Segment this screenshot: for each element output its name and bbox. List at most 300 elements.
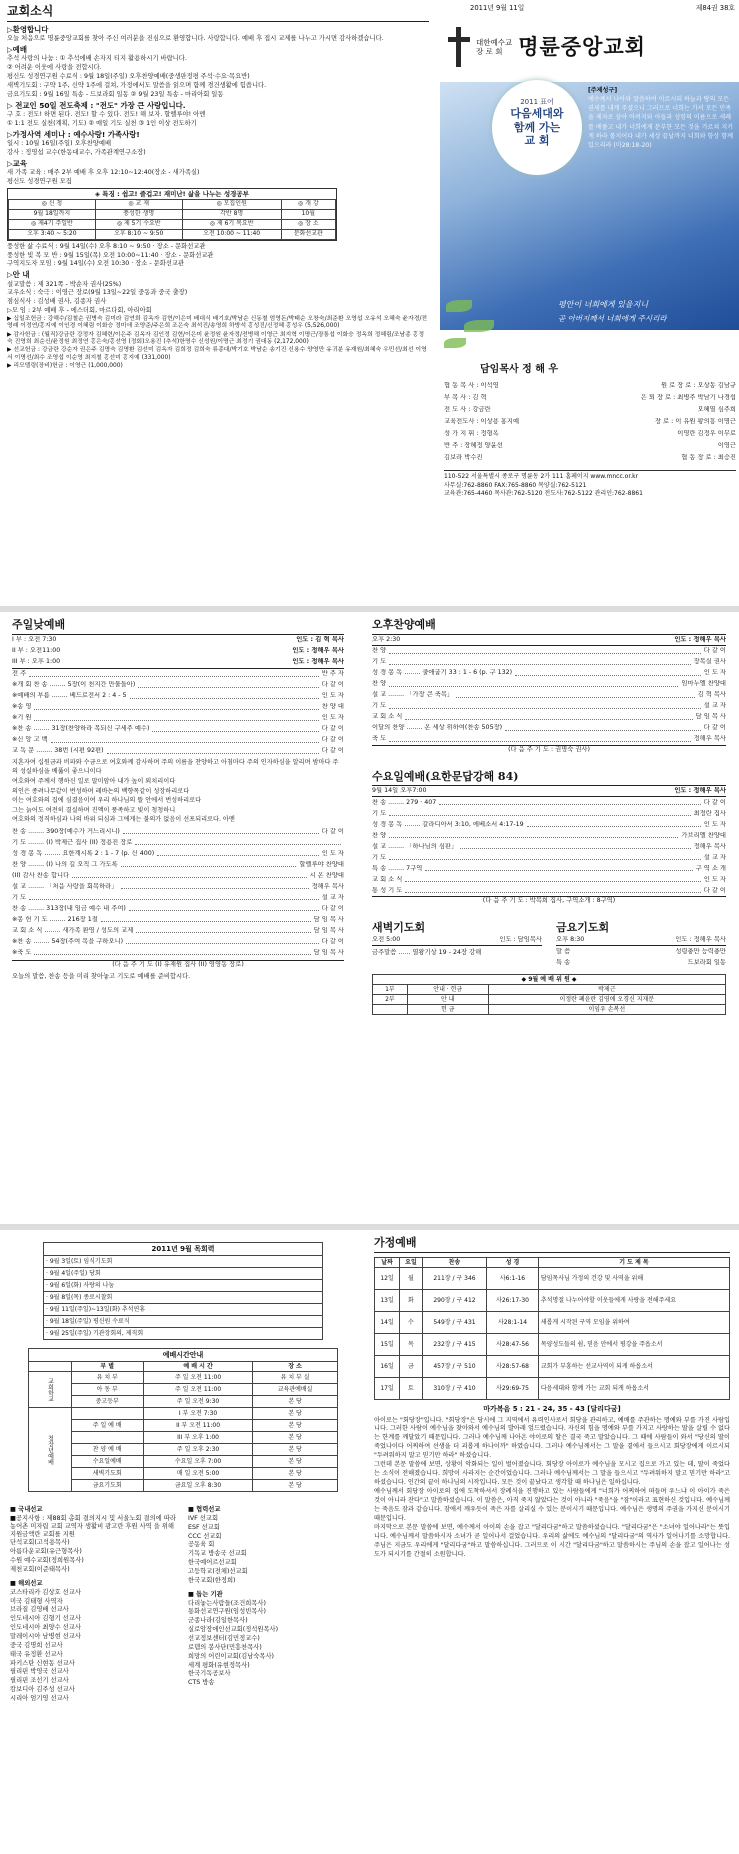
dawn-prayer-text: 금주말씀 ...... 열왕기상 19 - 24장 강해	[372, 948, 482, 956]
table-cell: 14일	[375, 1311, 400, 1333]
domestic-mission-list	[10, 1515, 180, 1574]
wednesday-leader: 인도 : 정해우 목사	[674, 787, 726, 795]
order-row	[12, 936, 344, 947]
table-cell: 월	[400, 1267, 423, 1289]
order-item: 기 도 ........ (I) 박제근 집사 (II) 정용진 장로	[12, 838, 133, 846]
table-cell: 금요일 오후 8:30	[143, 1480, 252, 1492]
calendar-row	[44, 1304, 323, 1316]
table-cell: 문화선교관	[281, 229, 335, 239]
table-cell: 본 당	[253, 1444, 338, 1456]
order-item: 성 경 봉 독 ........ 갈라디아서 3:10, 에베소서 4:17-19	[372, 820, 524, 828]
church-masthead	[446, 18, 736, 76]
friday-prayer-block	[556, 921, 726, 968]
table-cell: 수요일 오후 7:00	[143, 1456, 252, 1468]
table-cell: ◎ 장 소	[281, 219, 335, 229]
september-servers-table	[372, 974, 726, 1015]
staff-right: 이영란 김정우 이무로	[677, 430, 736, 438]
order-row	[12, 680, 344, 691]
table-cell: 사28:1-14	[487, 1311, 539, 1333]
table-cell: 본 당	[253, 1432, 338, 1444]
table-cell: 아 동 부	[71, 1384, 143, 1396]
table-cell: 안내 · 헌금	[407, 984, 488, 994]
dot-leader	[505, 726, 701, 731]
notice-heading: ▷안 내	[7, 270, 30, 280]
service-time: I 부 : 오전 7:30	[12, 636, 57, 644]
calendar-item: · 9월 4일(주일) 당회	[44, 1268, 323, 1280]
phone-line: 사무실:762-8860 FAX:765-8860 목양실:762-5121	[444, 481, 587, 489]
order-person: 가브리엘 찬양대	[681, 831, 726, 839]
staff-right: 은 퇴 장 로 : 최병주 박남기 나경섭	[640, 394, 736, 402]
order-row	[12, 669, 344, 680]
notice-line: 구역지도자 모임 : 9월 14일(수) 오전 10:30 · 장소 - 문화선교관	[7, 260, 185, 268]
table-cell: 12일	[375, 1267, 400, 1289]
wednesday-next-prayer: (다 음 주 기 도 : 박복희 집사, 구역소개 : 8구역)	[372, 896, 726, 905]
table-cell	[373, 1004, 408, 1014]
partner-mission-heading: ■ 협력선교	[188, 1506, 221, 1513]
table-cell: 수	[400, 1311, 423, 1333]
table-cell: 수요일예배	[71, 1456, 143, 1468]
dot-leader	[405, 888, 700, 893]
order-person: 정해우 목사	[311, 882, 344, 890]
servers-table-title: ◆ 9월 예 배 위 원 ◆	[373, 974, 726, 984]
order-person: 시 온 찬양대	[309, 871, 344, 879]
order-item: ※봉 헌 기 도 ........ 216장 1절	[12, 915, 98, 923]
table-cell: 금	[400, 1355, 423, 1377]
service-leader: 인도 : 김 혁 목사	[296, 636, 344, 644]
table-cell: 사29:69-75	[487, 1377, 539, 1399]
order-row	[372, 723, 726, 734]
cover-phrase-2: 곧 아버지께서 너희에게 주시리라	[558, 314, 667, 323]
notice-line: 금요기도회 : 9월 16일 특송 - 드보라회 일동 ② 9월 23일 특송 - 마리아회 일동	[7, 90, 224, 98]
sunday-order-list-2	[12, 826, 344, 958]
staff-row	[444, 452, 736, 464]
table-cell: 16일	[375, 1355, 400, 1377]
order-item: 찬 송 ........ 390장(예수가 거느리시니)	[12, 827, 120, 835]
order-item: 교 회 소 식	[372, 875, 403, 883]
table-cell: ◎ 신 청	[9, 199, 96, 209]
theme-verse-heading: [주제성구]	[588, 87, 618, 94]
friday-item: 말 씀	[556, 947, 571, 955]
friday-row	[556, 946, 726, 957]
table-cell: 유 치 부 실	[253, 1372, 338, 1384]
family-row	[375, 1311, 730, 1333]
cover-phrase-1: 평안이 너희에게 있을지니	[558, 300, 649, 309]
dot-leader	[130, 694, 319, 699]
offering-line: ▶ 리모델링(장비)헌금 : 이영근 (1,000,000)	[7, 363, 123, 370]
order-person: 다 같 이	[703, 647, 726, 655]
dawn-time-value: 오전 5:00	[372, 936, 401, 944]
dot-leader	[389, 704, 701, 709]
table-cell: 2부	[373, 994, 408, 1004]
order-item: 교 독 문 ........ 38번 (시편 92편)	[12, 747, 104, 755]
mission-item: 고등학교(전체)선교회	[188, 1568, 248, 1576]
order-person: 다 같 이	[321, 904, 344, 912]
calendar-item: · 9월 6일(화) 사랑의 나눔	[44, 1280, 323, 1292]
order-item: 설 교 ........ 「하나님의 심판」	[372, 842, 458, 850]
family-head-cell: 요일	[400, 1257, 423, 1267]
dot-leader	[389, 660, 690, 665]
service-time-row	[12, 635, 344, 646]
order-row	[372, 712, 726, 723]
order-row	[372, 852, 726, 863]
table-cell: 본 당	[253, 1408, 338, 1420]
order-person: 설 교 자	[321, 893, 344, 901]
seminar-heading: ▷가정사역 세미나 : 예수사랑! 가족사랑!	[7, 129, 140, 139]
friday-prayer-details	[556, 946, 726, 968]
mission-left	[10, 1506, 180, 1704]
table-cell: III 부 오후 1:00	[143, 1432, 252, 1444]
afternoon-next-prayer: (다 음 주 기 도 : 권명숙 권사)	[372, 745, 726, 754]
schedule-title: 예배시간안내	[29, 1349, 338, 1362]
table-cell: 목	[400, 1333, 423, 1355]
order-item: 찬 양	[372, 680, 387, 688]
table-cell: 박제근	[488, 984, 725, 994]
table-cell: 새롭게 시작된 구역 모임을 위하여	[538, 1311, 729, 1333]
table-cell: 이정란 폐윤란 김영애 오경신 지재분	[488, 994, 725, 1004]
mission-item: 한국예어르선교회	[188, 1559, 237, 1567]
notice-line: ▷모 임 : 2부 예배 후 - 에스더회, 마르다회, 아리아회	[7, 307, 152, 315]
table-cell: 17일	[375, 1377, 400, 1399]
mission-item: 수원 예수교회(정희원목사)	[10, 1557, 84, 1565]
dot-leader	[29, 895, 319, 900]
bible-study-box	[7, 188, 337, 241]
partner-mission-list	[188, 1515, 353, 1585]
order-item: 축 도	[372, 735, 387, 743]
schedule-row	[29, 1372, 338, 1384]
mission-item: 군종나라(김일한목사)	[188, 1617, 248, 1625]
friday-value: 성령충만 능력충만	[675, 947, 726, 955]
table-cell: 사28:47-56	[487, 1333, 539, 1355]
order-row	[12, 947, 344, 958]
mission-item: 브라질 김영배 선교사	[10, 1606, 69, 1614]
family-worship-table	[374, 1257, 730, 1400]
mission-item: ESF 선교회	[188, 1523, 220, 1531]
schedule-row	[29, 1468, 338, 1480]
worship-notices	[7, 55, 429, 98]
sunday-worship-column	[8, 612, 348, 1224]
order-row	[372, 819, 726, 830]
afternoon-order-list	[372, 646, 726, 745]
order-item: 이달의 찬양 ........ 온 세상 위하여(찬송 505장)	[372, 724, 503, 732]
order-person: 다 같 이	[703, 886, 726, 894]
staff-right: 장 로 : 이 유원 황의흥 이명근	[654, 418, 736, 426]
dot-leader	[135, 840, 341, 845]
offering-line: ▶ 십일조헌금 : 강해수/김철순 권병숙 김미라 김연희 김옥자 김현/이은미 배대식 배기호/박남순 신동철 엄영돈/박태순 오창숙/최준환 오영섭 오유석 오혜숙 윤자경/전영래 이정연/홍지예 이인경 이혜림 이화승 정미애 조양준/주은희 조은숙 최석진/송영희 하방석 홍성진/신정혜 홍성우 (5,526,000)	[7, 315, 428, 330]
friday-prayer-title: 금요기도회	[556, 921, 610, 935]
order-row	[372, 701, 726, 712]
schedule-group: 교회학교	[29, 1372, 72, 1408]
order-person: 담 임 목 사	[313, 948, 344, 956]
order-row	[372, 690, 726, 701]
table-cell: 310장 / 구 410	[422, 1377, 486, 1399]
table-cell: 사26:17-30	[487, 1289, 539, 1311]
mission-item: 인도네시아 김형기 선교사	[10, 1615, 81, 1623]
dot-leader	[51, 738, 319, 743]
table-cell: 유 치 부	[71, 1372, 143, 1384]
order-row	[372, 808, 726, 819]
calendar-item: · 9월 11일(주일)~13일(화) 추석연휴	[44, 1304, 323, 1316]
order-row	[12, 691, 344, 702]
service-schedule-table	[28, 1348, 338, 1492]
table-cell: 232장 / 구 415	[422, 1333, 486, 1355]
mission-item: IVF 선교회	[188, 1514, 219, 1522]
dot-leader	[101, 917, 311, 922]
order-item: ※예배의 부름 ........ 베드로전서 2 : 4 - 5	[12, 692, 127, 700]
dot-leader	[29, 672, 319, 677]
wednesday-worship-title: 수요일예배(요한문답강해 84)	[372, 770, 726, 787]
order-row	[12, 724, 344, 735]
table-cell: ◎ 교 재	[95, 199, 182, 209]
order-row	[12, 702, 344, 713]
order-person: 인 도 자	[321, 849, 344, 857]
order-person: 다 같 이	[321, 681, 344, 689]
servers-row	[373, 1004, 726, 1014]
dot-leader	[129, 906, 319, 911]
dawn-prayer-title: 새벽기도회	[372, 921, 426, 935]
mission-item: 공동육 회	[188, 1541, 215, 1549]
mission-item: 세계 평화(유현정목사)	[188, 1661, 250, 1669]
notice-line: 새 가족 교육 : 매주 2부 예배 후 오후 12:10~12:40(장소 - 새가족실)	[7, 168, 200, 176]
overseas-mission-heading: ■ 해외선교	[10, 1579, 43, 1587]
mission-item: 단석교회(고석용목사)	[10, 1539, 70, 1547]
family-head-cell: 날짜	[375, 1257, 400, 1267]
dot-leader	[425, 866, 692, 871]
bulletin-front-sheet	[0, 0, 739, 606]
order-item: 교 회 소 식 ........ 새가족 환영 / 성도의 교제	[12, 926, 134, 934]
staff-left: 김보라 박수진	[444, 454, 483, 462]
schedule-row	[29, 1480, 338, 1492]
church-news-title: 교회소식	[7, 4, 429, 22]
mission-item: 인도네시아 최양수 선교사	[10, 1624, 81, 1632]
afternoon-worship-title: 오후찬양예배	[372, 618, 726, 635]
table-cell: ◎ 제4기 주일반	[9, 219, 96, 229]
dot-leader	[456, 693, 694, 698]
schedule-row	[29, 1456, 338, 1468]
motto-year: 2011 표어	[520, 98, 554, 106]
welcome-text: 오늘 처음으로 명륜중앙교회를 찾아 주신 여러분을 진심으로 환영합니다. 사랑합니다. 예배 후 접시 교제를 나누고 가시면 감사하겠습니다.	[7, 35, 384, 43]
mission-lists	[10, 1506, 356, 1704]
order-person: 담 임 목 사	[695, 713, 726, 721]
staff-left: 부 목 사 : 김 혁	[444, 394, 487, 402]
dawn-prayer-block	[372, 921, 542, 968]
staff-row	[444, 440, 736, 452]
friday-value: 드보라회 일동	[687, 958, 726, 966]
service-leader: 인도 : 정해우 목사	[292, 647, 344, 655]
table-cell: 본 당	[253, 1480, 338, 1492]
staff-right: 이영근	[717, 442, 736, 450]
table-cell	[71, 1432, 143, 1444]
table-cell: 본 당	[253, 1468, 338, 1480]
order-row	[372, 668, 726, 679]
afternoon-wednesday-column	[368, 612, 730, 1224]
mission-item: 다리놓는사람들(조건희목사)	[188, 1599, 266, 1607]
mission-item: 한국교회(한정희)	[188, 1576, 236, 1584]
order-row	[12, 914, 344, 925]
order-item: 성 경 봉 독 ........ 출애굽기 33 : 1 - 6 (p. 구 132)	[372, 669, 513, 677]
notice-line: 설교말씀 : 제 321쪽 - 박순자 권사(25%)	[7, 280, 122, 288]
notice-line: ② 어려운 이웃에 사랑을 전합시다.	[7, 64, 102, 72]
order-person: 담 임 목 사	[313, 915, 344, 923]
mission-item: CCC 선교회	[188, 1532, 222, 1540]
order-item: 찬 양	[372, 647, 387, 655]
wednesday-time-value: 9월 14일 오후7:00	[372, 787, 427, 795]
calendar-row	[44, 1256, 323, 1268]
cross-icon	[446, 25, 472, 69]
table-cell: 헌 금	[407, 1004, 488, 1014]
motto-line1: 다음세대와	[510, 106, 564, 120]
table-cell: 13일	[375, 1289, 400, 1311]
order-row	[12, 713, 344, 724]
order-row	[372, 841, 726, 852]
staff-row	[444, 428, 736, 440]
bible-study-table	[8, 199, 336, 240]
order-person: 다 같 이	[321, 747, 344, 755]
service-leader: 인도 : 정해우 목사	[292, 658, 344, 666]
order-item: ※신 앙 고 백	[12, 736, 48, 744]
order-person: 다 같 이	[321, 827, 344, 835]
order-row	[12, 746, 344, 757]
order-person: 담 임 목 사	[313, 926, 344, 934]
staff-right: 원 로 장 로 : 오상동 김남규	[661, 382, 736, 390]
service-time: III 부 : 오후 1:00	[12, 658, 61, 666]
order-person: 찬 양 대	[321, 703, 344, 711]
table-cell	[71, 1408, 143, 1420]
family-row	[375, 1289, 730, 1311]
sunday-order-list	[12, 669, 344, 757]
order-item: 교 회 소 식	[372, 713, 403, 721]
friday-leader: 인도 : 정해우 목사	[675, 936, 726, 944]
mission-item: 캄보디아 김주성 선교사	[10, 1686, 75, 1694]
pastoral-calendar	[43, 1242, 323, 1340]
notice-line: 풍성한 빛 복 모 반 : 9월 15일(목) 오전 10:00~11:40 · 장소 - 문화선교관	[7, 251, 214, 259]
friday-prayer-time	[556, 935, 726, 946]
table-cell: 교육관예배실	[253, 1384, 338, 1396]
table-cell: 매 일 오전 5:00	[143, 1468, 252, 1480]
order-person: 설 교 자	[703, 702, 726, 710]
order-item: ※기 원	[12, 714, 32, 722]
bible-study-title: ◈ 특징 : 쉽고! 즐겁고! 재미난! 삶을 나누는 성경공부	[95, 189, 249, 198]
dot-leader	[527, 822, 701, 827]
table-cell: 사28:57-68	[487, 1355, 539, 1377]
order-item: 특 송 ........ 7구역	[372, 864, 423, 872]
welcome-heading: ▷환영합니다	[7, 25, 49, 34]
mission-item: 선교정보센터(김민정교수)	[188, 1635, 260, 1643]
calendar-row	[44, 1292, 323, 1304]
order-person: 인 도 자	[703, 875, 726, 883]
afternoon-leader: 인도 : 정해우 목사	[674, 635, 726, 643]
friday-row	[556, 957, 726, 968]
dot-leader	[152, 727, 318, 732]
order-person: 인 도 자	[703, 669, 726, 677]
dot-leader	[121, 884, 309, 889]
domestic-mission-heading: ■ 국내선교	[10, 1506, 43, 1513]
table-cell: II 부 오전 11:00	[143, 1420, 252, 1432]
order-row	[12, 837, 344, 848]
staff-row	[444, 416, 736, 428]
table-cell: 사6:1-16	[487, 1267, 539, 1289]
order-row	[372, 646, 726, 657]
mission-item: 필리핀 박영국 선교사	[10, 1668, 69, 1676]
order-person: 설 교 자	[703, 853, 726, 861]
dot-leader	[34, 950, 310, 955]
leaf-decoration	[444, 338, 466, 348]
table-cell: 주 일 예 배	[71, 1420, 143, 1432]
order-row	[12, 826, 344, 837]
table-cell: 오전 10:00 ~ 11:40	[182, 229, 281, 239]
calendar-row	[44, 1280, 323, 1292]
table-cell: 중고등부	[71, 1396, 143, 1408]
order-item: 기 도	[372, 658, 387, 666]
meditation-text: 아이로는 "회당장"입니다. "회당장"은 당시에 그 지역에서 유력인사로서 회당을 관리하고, 예배를 주관하는 명예와 부를 가진 사람입니다. 그러한 사람이 예수님을 찾아와서 예수님의 발아래 엎드렸습니다. 자신의 힘을 명예와 부를 가지고 사랑하는 딸을 살릴 수 없다는 한계를 깨달았기 때문입니다. 그러나 예수님께 나아온 야이로의 딸은 결국 죽고 말았습니다. 그 때에 사람들이 와서 "당신의 딸이 죽었나이다 어찌하여 선생을 더 괴롭게 하나이까" 하였습니다. 그러나 예수님께서는 그 말을 곁에서 들으시고 회당장에게 이르시되 "두려워하지 말고 믿기만 하라" 하셨습니다. 그런데 본문 말씀에 보면, 상황이 악화되는 일이 벌어졌습니다. 회당장 아이로가 예수님을 모시고 집으로 가고 있는 데, 딸이 죽었다는 소식이 전해졌습니다. 희망이 사라지는 순간이었습니다. 그러나 예수님께서는 그 말을 들으시고 "두려워하지 말고 믿기만 하라"고 하셨습니다. 인간의 끝이 하나님의 시작입니다. 모든 것이 끝났다고 생각할 때 하나님은 일하십니다. 예수님께서 회당장 아이로의 집에 도착하셔서 장례식을 진행하고 있는 사람들에게 "너희가 어찌하여 떠들며 우느냐 이 아이가 죽은 것이 아니라 잔다"고 말씀하셨습니다. 이 말씀은, 아직 죽지 않았다는 것이 아니라 "죽음"을 "잠"이라고 표현하신 것입니다. 예수님께는 죽음도 잠과 같습니다. 잠에서 깨우듯이 죽은 자를 살리실 수 있는 분이시기 때문입니다. 예수님은 생명의 주권을 가지신 분이시기 때문입니다. 마지막으로 본문 말씀에 보면, 예수께서 아이의 손을 잡고 "달리다굼"하고 말씀하셨습니다. "달리다굼"은 "소녀야 일어나라"는 뜻입니다. 예수님께서 말씀하시자 소녀가 곧 일어나서 걸었습니다. 우리의 삶에도 예수님의 "달리다굼"의 역사가 일어나기를 소망합니다. 주님은 지금도 우리에게 "달리다굼"하고 말씀하십니다. 그러므로 이 시간 "달리다굼"하고 말씀하시는 주님의 손을 잡고 일어나는 성도가 되시기를 간절히 소원합니다.	[374, 1416, 730, 1559]
notice-line: 점심식사 : 김성배 권사, 김종자 권사	[7, 298, 107, 306]
order-row	[12, 859, 344, 870]
motto-line2: 함께 가는	[513, 120, 561, 134]
staff-right: 오혜열 심주희	[697, 406, 736, 414]
notice-line: 교우소식 : 숙극 : 이영근 장로(9월 13일~22일 중동과 중국 출장)	[7, 289, 188, 297]
schedule-group: 청장년예배	[29, 1408, 72, 1492]
cover-column	[440, 0, 739, 606]
cover-date-row	[440, 0, 739, 12]
schedule-row	[29, 1384, 338, 1396]
table-cell: ◎ 개 강	[281, 199, 335, 209]
table-cell: ◎ 제 6기 목요반	[182, 219, 281, 229]
order-person: 장복실 권사	[693, 658, 726, 666]
table-cell: 이임우 손복선	[488, 1004, 725, 1014]
calendar-item: · 9월 3일(토) 임식기도회	[44, 1256, 323, 1268]
dot-leader	[405, 877, 700, 882]
mission-item: 태국 유정환 선교사	[10, 1650, 63, 1658]
wednesday-time	[372, 786, 726, 797]
order-item: 기 도	[372, 809, 387, 817]
order-row	[12, 892, 344, 903]
table-cell: 457장 / 구 510	[422, 1355, 486, 1377]
mission-item: 코스타리카 김상호 선교사	[10, 1588, 81, 1596]
responsive-reading: 지혼자여 십원금과 비파와 수금으로 여호와께 감사하며 주의 이름을 찬양하고 아침마다 주의 인자하심을 알리며 밤마다 주의 성실하심을 베풂이 좋으니이다 여호와여 주께서 행하신 일로 말미암아 내가 높이 외치리이다 의인은 종려나무같이 번성하며 레바논의 백향목같이 성장하리로다 이는 여호와의 집에 심겼음이여 우리 하나님의 뜰 안에서 번성하리로다 그는 늙어도 여전히 결실하며 진액이 풍족하고 빛이 청청하니 여호와의 정직하심과 나의 바위 되심과 그에게는 불의가 없음이 선포되리로다. 아멘	[12, 758, 339, 824]
order-item: ※송 영	[12, 703, 32, 711]
dot-leader	[439, 800, 701, 805]
mission-item: 미국 김태형 사역자	[10, 1597, 63, 1605]
dot-leader	[126, 939, 319, 944]
theme-verse-text: 예수께서 나아와 말씀하여 이르시되 하늘과 땅의 모든 권세를 내게 주셨으니 그러므로 너희는 가서 모든 민족을 제자로 삼아 아버지와 아들과 성령의 이름으로 세례를 베풀고 내가 너희에게 분부한 모든 것을 가르쳐 지키게 하라 볼지어다 내가 세상 끝날까지 너희와 항상 함께 있으리라 (마28:18-20)	[588, 96, 734, 149]
education-heading: ▷교육	[7, 158, 27, 168]
mission-item: ■공지사항 : 제88회 총회 결의지시 및 서울노회 결의에 따라 농어촌 미자립 교회 교역자 생활비 광고란 후원 사역 을 위해 지원금액란 교회를 지원	[10, 1514, 176, 1538]
church-news-column	[4, 0, 432, 606]
service-time-row	[12, 646, 344, 657]
order-person: 다 같 이	[703, 724, 726, 732]
schedule-row	[29, 1420, 338, 1432]
order-item: 설 교 ........ 「가장 큰 축복」	[372, 691, 454, 699]
order-item: 기 도	[372, 853, 387, 861]
order-row	[372, 885, 726, 896]
mission-right	[188, 1506, 353, 1704]
schedule-group-head	[29, 1362, 72, 1372]
calendar-row	[44, 1316, 323, 1328]
evangelism-heading: ▷ 전교인 50일 전도축제 : "전도" 가장 큰 사랑입니다.	[7, 100, 186, 110]
mission-item: 필리핀 조선기 선교사	[10, 1677, 69, 1685]
order-row	[372, 797, 726, 808]
church-address: 110-522 서울특별시 종로구 명륜동 2가 111 홈페이지 www.mncc.or.kr	[444, 473, 639, 480]
table-cell: 목양성도들의 쉼, 믿음 안에서 평강을 주옵소서	[538, 1333, 729, 1355]
table-cell: 찬 양 예 배	[71, 1444, 143, 1456]
table-cell: 추석명절 나누어야할 이웃들에게 사랑을 전해주세요	[538, 1289, 729, 1311]
sunday-worship-title: 주일낮예배	[12, 618, 344, 635]
phone-list	[444, 482, 736, 498]
order-row	[372, 679, 726, 690]
notice-line: 일시 : 10월 16일(주일) 오후찬양예배	[7, 139, 112, 147]
order-item: 기 도	[12, 893, 27, 901]
dot-leader	[157, 851, 319, 856]
meditation-verse: 마가복음 5 : 21 - 24, 35 - 43 [달리다굼]	[483, 1404, 621, 1413]
